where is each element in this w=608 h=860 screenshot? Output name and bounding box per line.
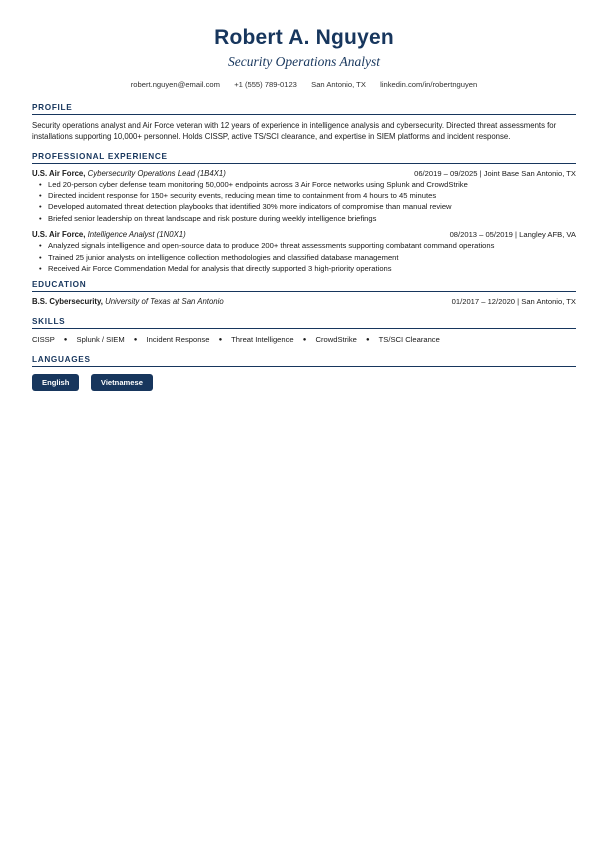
list-item: • Trained 25 junior analysts on intelligence collection methodologies and classified database management (48, 252, 576, 263)
list-item: • Received Air Force Commendation Medal for analysis that directly supported 3 high-priority operations (48, 263, 576, 274)
skill-item: Splunk / SIEM (76, 335, 125, 345)
pipe-separator: | (479, 168, 482, 178)
list-item: • Led 20-person cyber defense team monitoring 50,000+ endpoints across 3 Air Force networks using Splunk and CrowdStrike (48, 179, 576, 190)
skill-item: Incident Response (146, 335, 210, 345)
bullet-dot-icon: ● (218, 336, 223, 343)
experience-bullets (32, 240, 576, 274)
experience-entry-header (32, 169, 576, 178)
bullet-dot-icon: ● (302, 336, 307, 343)
experience-dates: 06/2019 – 09/2025 (414, 168, 478, 178)
bullet-dot-icon: ● (366, 336, 370, 343)
bullet-dot-icon: ● (63, 336, 68, 343)
experience-role: Cybersecurity Operations Lead (1B4X1) (87, 168, 226, 178)
skills-list (32, 334, 576, 345)
language-chip: Vietnamese (91, 374, 153, 391)
bullet-dot-icon: ● (133, 336, 138, 343)
experience-entry-left (32, 169, 226, 178)
section-education (32, 280, 576, 315)
section-heading-languages: LANGUAGES (32, 354, 91, 364)
language-chip: English (32, 374, 79, 391)
page-title: Robert A. Nguyen (214, 26, 394, 49)
languages-list (32, 372, 576, 391)
skill-item: TS/SCI Clearance (378, 335, 440, 345)
skill-item: CrowdStrike (315, 335, 357, 345)
experience-location: Langley AFB, VA (519, 230, 576, 240)
section-divider (32, 366, 576, 367)
experience-role: Intelligence Analyst (1N0X1) (87, 230, 186, 240)
experience-entry-right (450, 230, 576, 239)
section-divider (32, 328, 576, 329)
experience-entry (32, 230, 576, 274)
section-divider (32, 114, 576, 115)
section-profile (32, 103, 576, 143)
education-degree: B.S. Cybersecurity, (32, 297, 103, 307)
experience-entry-right (414, 169, 576, 178)
list-item: • Directed incident response for 150+ security events, reducing mean time to containment from 4 hours to 45 minutes (48, 190, 576, 201)
skill-item: CISSP (32, 335, 55, 345)
skill-item: Threat Intelligence (231, 335, 294, 345)
profile-text: Security operations analyst and Air Force veteran with 12 years of experience in intelligence analysis and cybersecurity. Directed threat assessments for installations supporting 10,000+ personnel. Holds CISSP, active TS/SCI clearance, and expertise in SIEM platforms and incident response. (32, 121, 557, 142)
experience-entry-header (32, 230, 576, 239)
experience-bullets (32, 179, 576, 225)
section-languages (32, 355, 576, 391)
contact-phone[interactable]: +1 (555) 789-0123 (234, 80, 297, 89)
contact-linkedin[interactable]: linkedin.com/in/robertnguyen (380, 80, 478, 89)
pipe-separator: | (515, 230, 518, 240)
education-entry-left (32, 297, 224, 306)
section-heading-education: EDUCATION (32, 280, 87, 290)
contact-location: San Antonio, TX (311, 80, 366, 89)
section-heading-profile: PROFILE (32, 103, 73, 112)
education-location: San Antonio, TX (521, 297, 576, 307)
experience-org: U.S. Air Force, (32, 230, 86, 240)
education-school: University of Texas at San Antonio (105, 297, 224, 307)
spacer (32, 309, 576, 315)
section-skills (32, 317, 576, 345)
list-item: • Analyzed signals intelligence and open-source data to produce 200+ threat assessments supporting combatant command operations (48, 240, 576, 251)
pipe-separator: | (517, 297, 520, 307)
experience-entry (32, 169, 576, 225)
section-heading-skills: SKILLS (32, 317, 66, 327)
section-experience (32, 152, 576, 275)
experience-org: U.S. Air Force, (32, 168, 86, 178)
experience-entry-left (32, 230, 186, 239)
section-divider (32, 163, 576, 164)
resume-header (32, 26, 576, 89)
education-entry-right (452, 297, 576, 306)
section-heading-experience: PROFESSIONAL EXPERIENCE (32, 151, 168, 161)
education-dates: 01/2017 – 12/2020 (451, 297, 516, 307)
education-entry (32, 297, 576, 306)
job-title: Security Operations Analyst (228, 54, 380, 69)
section-divider (32, 291, 576, 292)
experience-dates: 08/2013 – 05/2019 (449, 230, 513, 240)
education-entry-header (32, 297, 576, 306)
experience-location: Joint Base San Antonio, TX (483, 168, 576, 178)
list-item: • Developed automated threat detection playbooks that identified 30% more indicators of compromise than manual review (48, 201, 576, 212)
contact-line (32, 80, 576, 89)
contact-email[interactable]: robert.nguyen@email.com (130, 80, 220, 89)
list-item: • Briefed senior leadership on threat landscape and risk posture during weekly intelligence briefings (48, 213, 576, 224)
